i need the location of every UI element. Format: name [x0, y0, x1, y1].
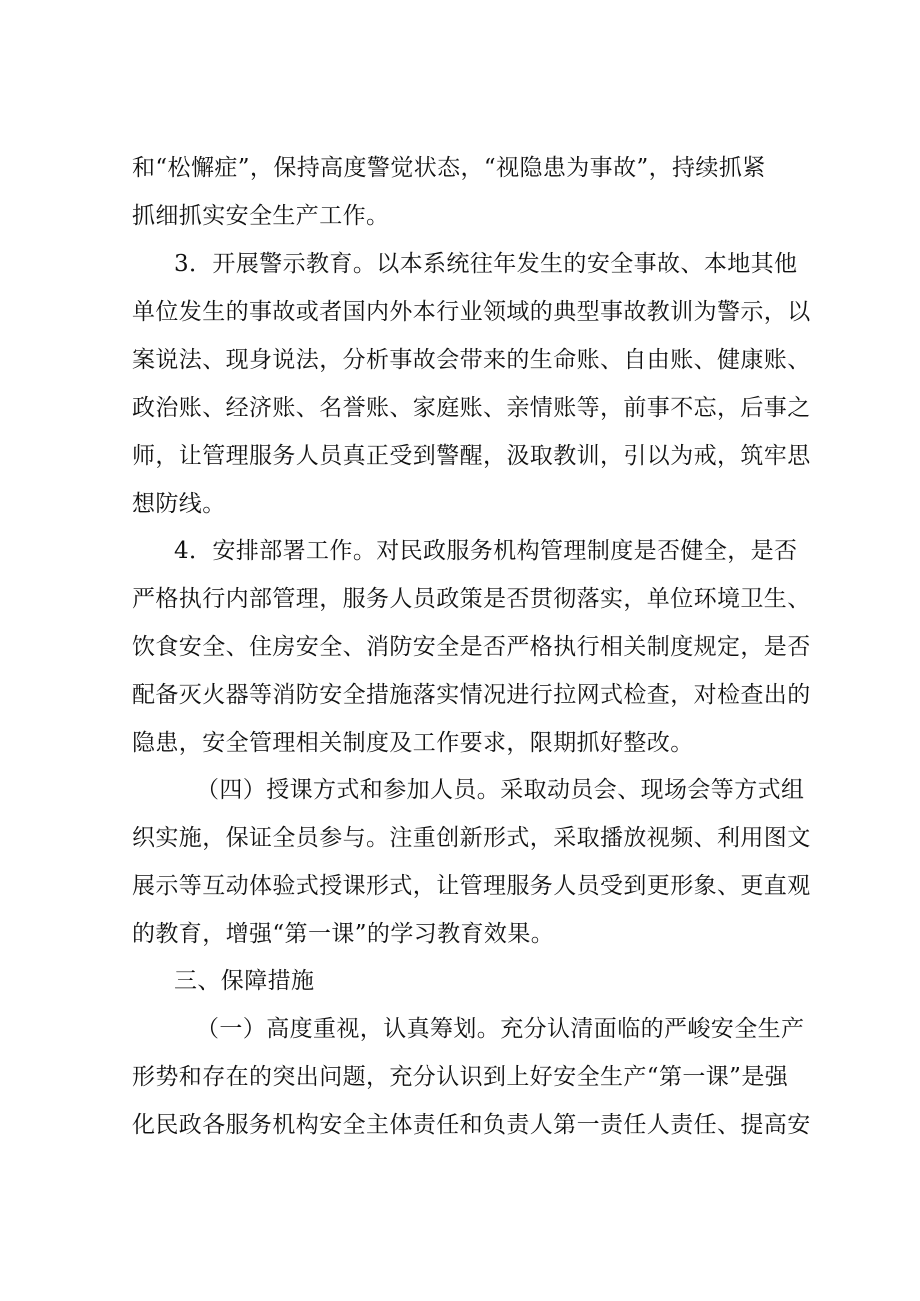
paragraph-line: （一）高度重视，认真筹划。充分认清面临的严峻安全生产	[196, 1016, 805, 1042]
paragraph-line: 的教育，增强“第一课”的学习教育效果。	[132, 921, 555, 947]
paragraph-line: 4．安排部署工作。对民政服务机构管理制度是否健全，是否	[174, 538, 798, 564]
paragraph-line: 饮食安全、住房安全、消防安全是否严格执行相关制度规定，是否	[132, 634, 811, 660]
paragraph-line: 隐患，安全管理相关制度及工作要求，限期抓好整改。	[132, 730, 694, 756]
paragraph-line: 师，让管理服务人员真正受到警醒，汲取教训，引以为戒，筑牢思	[132, 443, 811, 469]
paragraph-line: 单位发生的事故或者国内外本行业领域的典型事故教训为警示，以	[132, 299, 811, 325]
paragraph-line: 严格执行内部管理，服务人员政策是否贯彻落实，单位环境卫生、	[132, 586, 811, 612]
section-heading: 三、保障措施	[174, 968, 315, 994]
paragraph-line: （四）授课方式和参加人员。采取动员会、现场会等方式组	[196, 777, 805, 803]
paragraph-line: 抓细抓实安全生产工作。	[132, 203, 390, 229]
paragraph-line: 想防线。	[132, 491, 226, 517]
paragraph-line: 化民政各服务机构安全主体责任和负责人第一责任人责任、提高安	[132, 1112, 811, 1138]
paragraph-line: 配备灭火器等消防安全措施落实情况进行拉网式检查，对检查出的	[132, 682, 811, 708]
paragraph-line: 3．开展警示教育。以本系统往年发生的安全事故、本地其他	[174, 251, 798, 277]
paragraph-line: 政治账、经济账、名誉账、家庭账、亲情账等，前事不忘，后事之	[132, 395, 811, 421]
paragraph-line: 展示等互动体验式授课形式，让管理服务人员受到更形象、更直观	[132, 873, 811, 899]
paragraph-line: 案说法、现身说法，分析事故会带来的生命账、自由账、健康账、	[132, 347, 811, 373]
paragraph-line: 织实施，保证全员参与。注重创新形式，采取播放视频、利用图文	[132, 825, 811, 851]
paragraph-line: 和“松懈症”，保持高度警觉状态，“视隐患为事故”，持续抓紧	[132, 155, 766, 181]
paragraph-line: 形势和存在的突出问题，充分认识到上好安全生产“第一课”是强	[132, 1064, 789, 1090]
